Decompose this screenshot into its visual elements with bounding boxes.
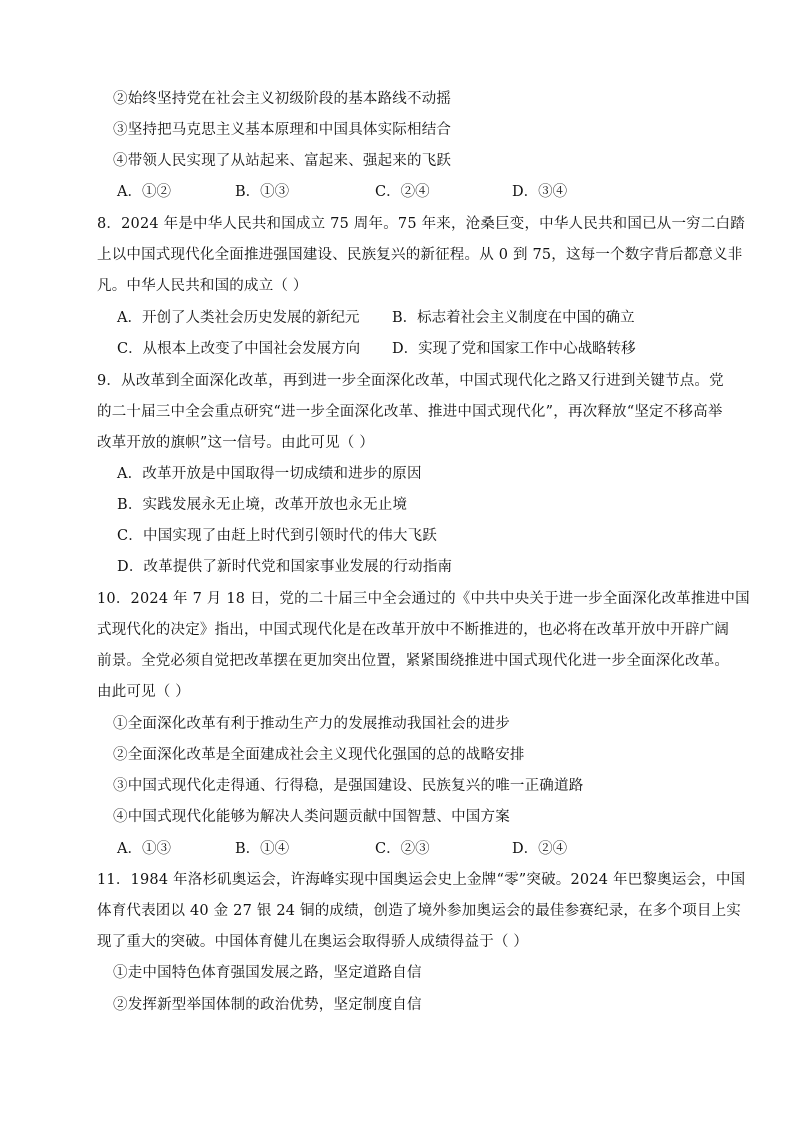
- q11-item-1: ①走中国特色体育强国发展之路，坚定道路自信: [113, 965, 422, 981]
- q8-options-row-2: [0, 339, 794, 359]
- q10-stem-line-1: 10．2024 年 7 月 18 日，党的二十届三中全会通过的《中共中央关于进一步全面深化改革推进中国: [97, 591, 750, 607]
- q9-option-b[interactable]: B．实践发展永无止境，改革开放也永无止境: [117, 497, 408, 513]
- q7-option-c[interactable]: C．②④: [375, 184, 430, 200]
- q10-option-b[interactable]: B．①④: [235, 841, 290, 857]
- q8-option-c[interactable]: C．从根本上改变了中国社会发展方向: [117, 341, 361, 357]
- q8-stem-line-2: 上以中国式现代化全面推进强国建设、民族复兴的新征程。从 0 到 75，这每一个数字背后都意义非: [97, 247, 743, 263]
- q9-stem-line-2: 的二十届三中全会重点研究“进一步全面深化改革、推进中国式现代化”，再次释放“坚定不移高举: [97, 404, 723, 420]
- q10-item-4: ④中国式现代化能够为解决人类问题贡献中国智慧、中国方案: [113, 809, 510, 825]
- q7-option-a[interactable]: A．①②: [117, 184, 171, 200]
- q7-options: [0, 182, 794, 202]
- q11-item-2: ②发挥新型举国体制的政治优势，坚定制度自信: [113, 997, 422, 1013]
- q10-stem-line-3: 前景。全党必须自觉把改革摆在更加突出位置，紧紧围绕推进中国式现代化进一步全面深化改革。: [97, 653, 730, 669]
- q10-option-a[interactable]: A．①③: [117, 841, 171, 857]
- q7-item-2: ②始终坚持党在社会主义初级阶段的基本路线不动摇: [113, 91, 452, 107]
- q10-options: [0, 839, 794, 859]
- q10-option-d[interactable]: D．②④: [512, 841, 568, 857]
- q11-stem-line-2: 体育代表团以 40 金 27 银 24 铜的成绩，创造了境外参加奥运会的最佳参赛纪录，在多个项目上实: [97, 903, 742, 919]
- q10-item-1: ①全面深化改革有利于推动生产力的发展推动我国社会的进步: [113, 716, 510, 732]
- q9-stem-line-1: 9．从改革到全面深化改革，再到进一步全面深化改革，中国式现代化之路又行进到关键节点。党: [97, 373, 724, 389]
- q11-stem-line-3: 现了重大的突破。中国体育健儿在奥运会取得骄人成绩得益于（ ）: [97, 934, 529, 950]
- q7-option-d[interactable]: D．③④: [512, 184, 568, 200]
- q10-stem-line-2: 式现代化的决定》指出，中国式现代化是在改革开放中不断推进的，也必将在改革开放中开辟广阔: [97, 622, 730, 638]
- q8-option-a[interactable]: A．开创了人类社会历史发展的新纪元: [117, 310, 360, 326]
- q10-item-2: ②全面深化改革是全面建成社会主义现代化强国的总的战略安排: [113, 747, 525, 763]
- q8-options-row-1: [0, 308, 794, 328]
- q8-option-b[interactable]: B．标志着社会主义制度在中国的确立: [392, 310, 635, 326]
- q9-option-c[interactable]: C．中国实现了由赶上时代到引领时代的伟大飞跃: [117, 528, 437, 544]
- q9-option-d[interactable]: D．改革提供了新时代党和国家事业发展的行动指南: [117, 559, 453, 575]
- q7-item-4: ④带领人民实现了从站起来、富起来、强起来的飞跃: [113, 153, 452, 169]
- q7-option-b[interactable]: B．①③: [235, 184, 290, 200]
- q9-option-a[interactable]: A．改革开放是中国取得一切成绩和进步的原因: [117, 466, 422, 482]
- q10-option-c[interactable]: C．②③: [375, 841, 430, 857]
- q8-stem-line-3: 凡。中华人民共和国的成立（ ）: [97, 278, 308, 294]
- q11-stem-line-1: 11．1984 年洛杉矶奥运会，许海峰实现中国奥运会史上金牌“零”突破。2024 年巴黎奥运会，中国: [97, 872, 746, 888]
- q9-stem-line-3: 改革开放的旗帜”这一信号。由此可见（ ）: [97, 435, 375, 451]
- q10-item-3: ③中国式现代化走得通、行得稳，是强国建设、民族复兴的唯一正确道路: [113, 778, 584, 794]
- q7-item-3: ③坚持把马克思主义基本原理和中国具体实际相结合: [113, 122, 452, 138]
- q8-stem-line-1: 8．2024 年是中华人民共和国成立 75 周年。75 年来，沧桑巨变，中华人民共和国已从一穷二白踏: [97, 216, 745, 232]
- q8-option-d[interactable]: D．实现了党和国家工作中心战略转移: [392, 341, 636, 357]
- q10-stem-line-4: 由此可见（ ）: [97, 684, 191, 700]
